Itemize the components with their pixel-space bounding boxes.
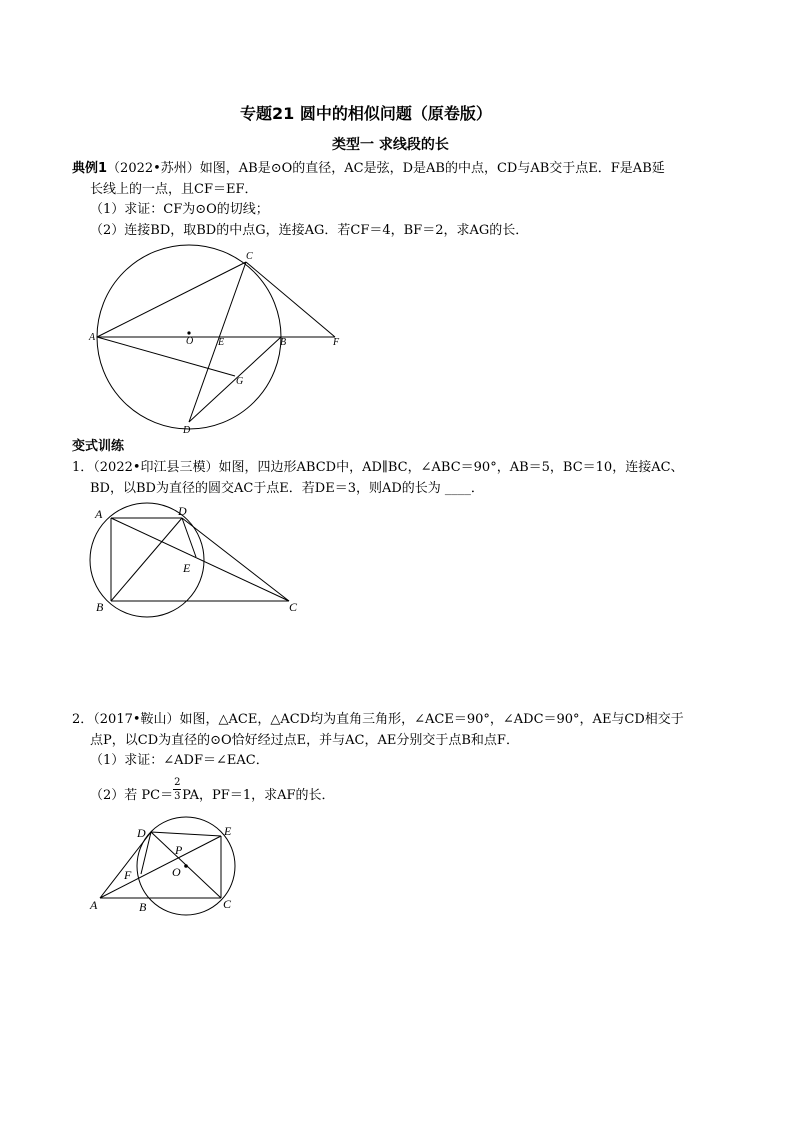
segment-a-e <box>100 836 221 898</box>
label-e: E <box>183 561 191 575</box>
problem1-line2: BD，以BD为直径的圆交AC于点E．若DE＝3，则AD的长为 ____． <box>90 481 484 496</box>
label-a: A <box>95 507 103 521</box>
label-a: A <box>89 332 96 343</box>
problem2-line1: 2．（2017•鞍山）如图，△ACE，△ACD均为直角三角形，∠ACE＝90°，∠ADC＝90°，AE与CD相交于 <box>72 712 684 727</box>
example1-label: 典例1 <box>72 161 108 176</box>
label-c: C <box>289 600 298 614</box>
example1-question2: （2）连接BD，取BD的中点G，连接AG．若CF＝4，BF＝2，求AG的长． <box>90 223 529 238</box>
label-e: E <box>218 337 225 348</box>
fraction-numerator: 2 <box>174 777 181 788</box>
section-title: 类型一 求线段的长 <box>332 137 449 153</box>
label-f: F <box>124 868 132 882</box>
label-f: F <box>333 337 340 348</box>
label-p: P <box>175 843 183 857</box>
problem1-line1: 1．（2022•印江县三模）如图，四边形ABCD中，AD∥BC，∠ABC＝90°，AB＝5，BC＝10，连接AC、 <box>72 460 684 475</box>
label-d: D <box>137 826 146 840</box>
label-d: D <box>178 504 187 518</box>
practice-heading: 变式训练 <box>72 439 125 454</box>
fraction-denominator: 3 <box>174 791 181 802</box>
problem2-line2: 点P，以CD为直径的⊙O恰好经过点E，并与AC，AE分别交于点B和点F． <box>90 733 519 748</box>
question2-prefix: （2）若 PC＝ <box>90 788 174 803</box>
label-e: E <box>224 824 232 838</box>
problem2-question1: （1）求证：∠ADF＝∠EAC． <box>90 753 269 768</box>
question2-suffix: PA，PF＝1，求AF的长． <box>182 788 335 803</box>
segment-d-e <box>151 832 221 836</box>
label-b: B <box>96 600 104 614</box>
label-c: C <box>246 251 253 262</box>
label-b: B <box>280 337 287 348</box>
label-o: O <box>186 336 194 347</box>
label-d: D <box>183 425 191 436</box>
example1-line2: 长线上的一点，且CF＝EF． <box>90 182 258 197</box>
label-g: G <box>236 376 244 387</box>
example1-text: （2022•苏州）如图，AB是⊙O的直径，AC是弦，D是AB的中点，CD与AB交于点E．F是AB延 <box>107 161 665 176</box>
label-a: A <box>90 898 98 912</box>
label-c: C <box>223 897 232 911</box>
center-dot-o <box>184 864 188 868</box>
example1-question1: （1）求证：CF为⊙O的切线； <box>90 202 269 217</box>
label-o: O <box>172 865 181 879</box>
label-b: B <box>139 900 147 914</box>
page-title: 专题21 圆中的相似问题（原卷版） <box>240 104 492 123</box>
